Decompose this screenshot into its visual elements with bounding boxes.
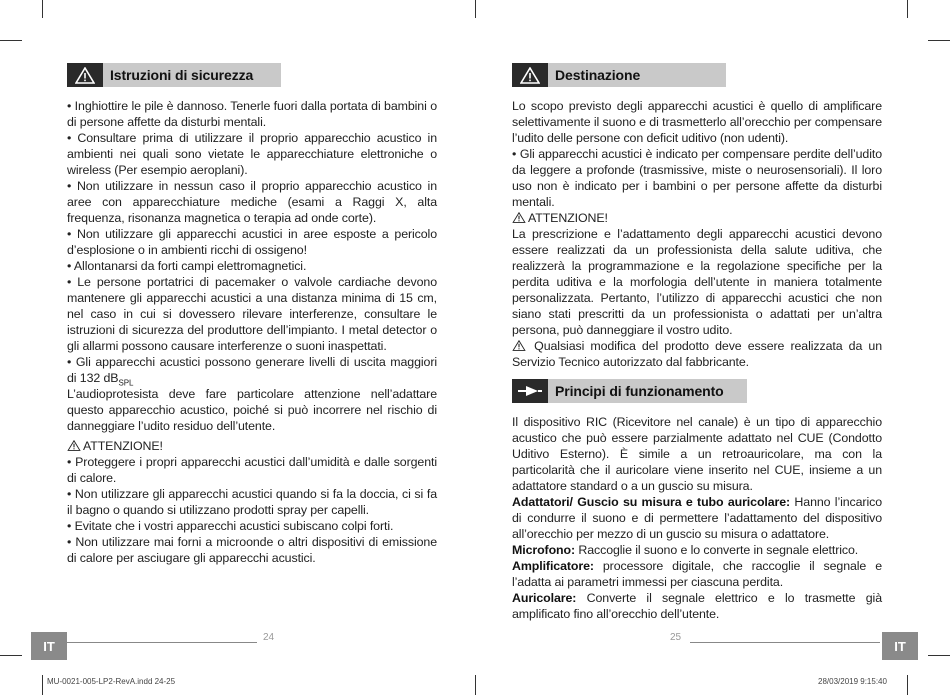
- spl-text: • Gli apparecchi acustici possono generare livelli di uscita maggiori di 132 dB: [67, 355, 437, 385]
- attention-label: ATTENZIONE!: [83, 439, 163, 453]
- definition-term: Microfono:: [512, 543, 576, 557]
- warning-triangle-icon: [512, 63, 548, 87]
- crop-mark: [907, 0, 908, 18]
- warning-triangle-icon: [67, 63, 103, 87]
- definition-text: Raccoglie il suono e lo converte in segnale elettrico.: [575, 543, 859, 557]
- section-heading-safety: [67, 63, 281, 87]
- paragraph: [512, 338, 882, 370]
- definition-item: [512, 590, 882, 622]
- crop-mark: [475, 675, 476, 695]
- paragraph: Lo scopo previsto degli apparecchi acustici è quello di amplificare selettivamente il suono e di trasmetterlo all’orecchio per compensare l’udito delle persone con deficit uditivo (non udenti).: [512, 99, 882, 145]
- paragraph: Il dispositivo RIC (Ricevitore nel canale) è un tipo di apparecchio acustico che può essere parzialmente adattato nel CUE (Condotto Uditivo Esterno). È simile a un retroauricolare, ma con la particolarità che il auricolare viene inserito nel CUE, insieme a un adattatore standard o a un guscio su misura.: [512, 415, 882, 493]
- definition-text: processore digitale, che raccoglie il segnale e l’adatta ai parametri immessi per ciascuna perdita.: [512, 559, 882, 589]
- section-heading-principles: [512, 379, 747, 403]
- warning-triangle-icon: [512, 212, 526, 223]
- divider-line: [690, 642, 880, 643]
- warning-triangle-icon: [512, 340, 526, 351]
- crop-mark: [928, 655, 950, 656]
- footer-timestamp: 28/03/2019 9:15:40: [818, 677, 887, 686]
- definition-term: Auricolare:: [512, 591, 577, 605]
- paragraph: L’audioprotesista deve fare particolare attenzione nell’adattare questo apparecchio acustico, poiché si può incorrere nel rischio di danneggiare l’udito residuo dell’utente.: [67, 387, 437, 433]
- spl-subscript: SPL: [118, 378, 134, 388]
- warning-triangle-icon: [67, 440, 81, 451]
- attention-label: ATTENZIONE!: [528, 211, 608, 225]
- definition-term: Adattatori/ Guscio su misura e tubo auricolare:: [512, 495, 791, 509]
- language-tab-right: IT: [882, 632, 918, 660]
- definition-text: Converte il segnale elettrico e lo trasmette già amplificato fino all’orecchio dell’utente.: [512, 591, 882, 621]
- section-title: Istruzioni di sicurezza: [103, 63, 281, 87]
- arrow-right-icon: [512, 379, 548, 403]
- crop-mark: [42, 675, 43, 695]
- paragraph: • Gli apparecchi acustici è indicato per compensare perdite dell’udito da leggere a profonde (trasmissive, miste o neurosensoriali). Il loro uso non è indicato per i bambini o per persone affette da disturbi mentali.: [512, 147, 882, 209]
- divider-line: [67, 642, 257, 643]
- bullet-item: • Le persone portatrici di pacemaker o valvole cardiache devono mantenere gli apparecchi acustici a una distanza minima di 15 cm, nel caso in cui si dovessero rilevare interferenze, consultare le istruzioni di sicurezza del produttore dell’impianto. I metal detector o gli allarmi possono causare interferenze o suoni inaspettati.: [67, 275, 437, 353]
- paragraph: La prescrizione e l’adattamento degli apparecchi acustici devono essere realizzati da un professionista della salute uditiva, che realizzerà la programmazione e la regolazione specifiche per la perdita uditiva e la morfologia dell’utente in maniera totalmente personalizzata. Pertanto, l’utilizzo di apparecchi acustici che non siano stati prescritti da un professionista o adattati per un’altra persona, può danneggiare il vostro udito.: [512, 227, 882, 337]
- crop-mark: [928, 40, 950, 41]
- bullet-item: • Non utilizzare gli apparecchi acustici quando si fa la doccia, ci si fa il bagno o quando si utilizzano prodotti spray per capelli.: [67, 487, 437, 517]
- bullet-item: • Proteggere i propri apparecchi acustici dall’umidità e dalle sorgenti di calore.: [67, 455, 437, 485]
- bullet-item: • Consultare prima di utilizzare il proprio apparecchio acustico in ambienti nei quali sono vietate le apparecchiature elettroniche o wireless (Per esempio aeroplani).: [67, 131, 437, 177]
- page-number-right: 25: [670, 632, 682, 643]
- section-heading-destination: [512, 63, 726, 87]
- attention-note: [67, 438, 437, 454]
- bullet-item: • Inghiottire le pile è dannoso. Tenerle fuori dalla portata di bambini o di persone affette da disturbi mentali.: [67, 99, 437, 129]
- bullet-item: • Non utilizzare in nessun caso il proprio apparecchio acustico in aree con apparecchiature mediche (esami a Raggi X, alta frequenza, risonanza magnetica o terapia ad onde corte).: [67, 179, 437, 225]
- right-page: [512, 63, 882, 622]
- language-tab-left: IT: [31, 632, 67, 660]
- bullet-item: • Non utilizzare mai forni a microonde o altri dispositivi di emissione di calore per asciugare gli apparecchi acustici.: [67, 535, 437, 565]
- definition-term: Amplificatore:: [512, 559, 594, 573]
- attention-note: [512, 210, 882, 226]
- bullet-item: • Allontanarsi da forti campi elettromagnetici.: [67, 259, 307, 273]
- crop-mark: [42, 0, 43, 18]
- section-title: Principi di funzionamento: [548, 379, 747, 403]
- crop-mark: [0, 40, 22, 41]
- definition-item: [512, 494, 882, 542]
- bullet-item: • Evitate che i vostri apparecchi acustici subiscano colpi forti.: [67, 519, 394, 533]
- page-number-left: 24: [263, 632, 275, 643]
- left-page: [67, 63, 437, 566]
- footer-file-info: MU-0021-005-LP2-RevA.indd 24-25: [47, 677, 176, 686]
- definition-text: Hanno l’incarico di condurre il suono e di permettere l’adattamento del dispositivo all’orecchio per mezzo di un guscio su misura o adattatore.: [512, 495, 882, 541]
- bullet-item: [67, 354, 437, 386]
- modification-note: Qualsiasi modifica del prodotto deve essere realizzata da un Servizio Tecnico autorizzato dal fabbricante.: [512, 339, 883, 369]
- section-title: Destinazione: [548, 63, 726, 87]
- definition-item: [512, 558, 882, 590]
- bullet-item: • Non utilizzare gli apparecchi acustici in aree esposte a pericolo d’esplosione o in ambienti ricchi di ossigeno!: [67, 227, 437, 257]
- crop-mark: [0, 655, 22, 656]
- definition-item: [512, 542, 882, 558]
- crop-mark: [907, 675, 908, 695]
- crop-mark: [475, 0, 476, 18]
